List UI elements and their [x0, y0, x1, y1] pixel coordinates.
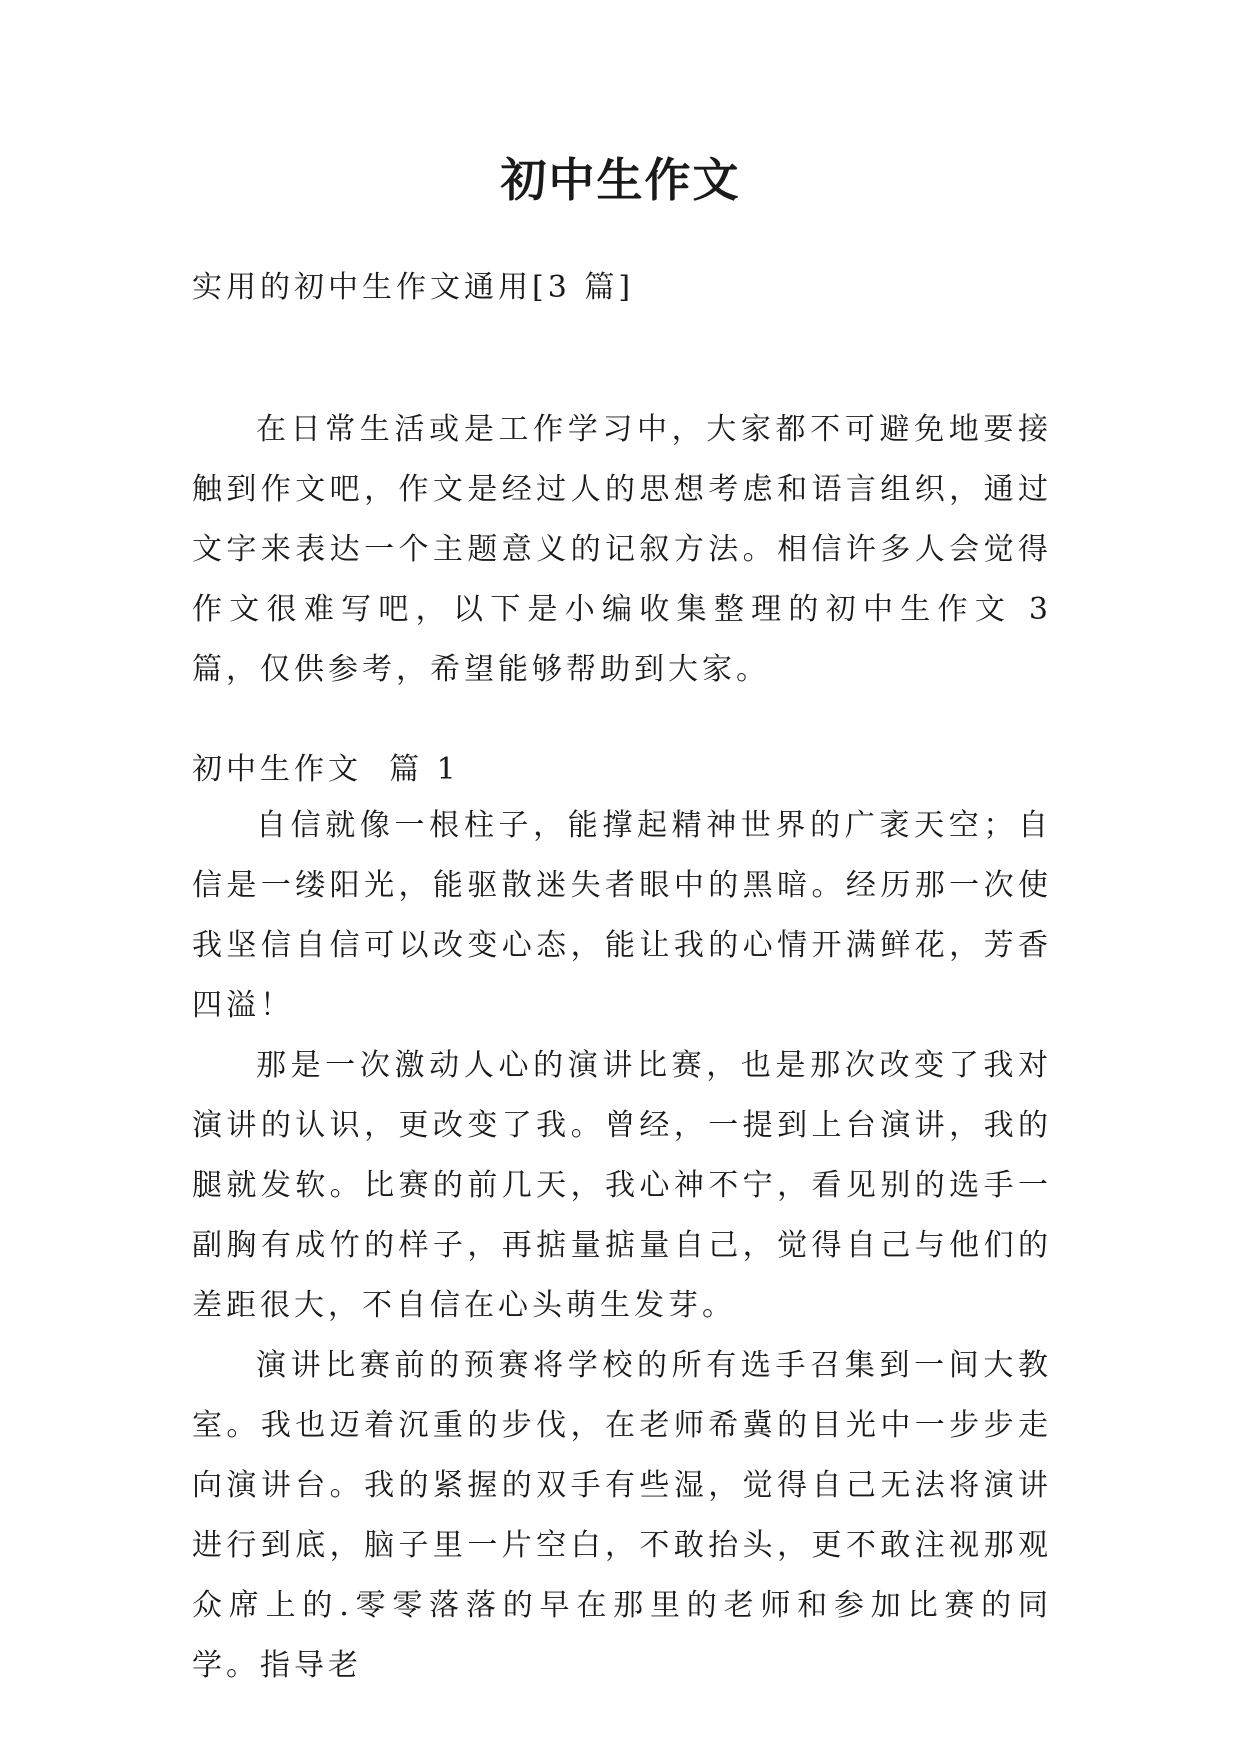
essay-paragraph: 自信就像一根柱子，能撑起精神世界的广袤天空；自信是一缕阳光，能驱散迷失者眼中的黑暗。经历那一次使我坚信自信可以改变心态，能让我的心情开满鲜花，芳香四溢！ [192, 808, 1052, 1023]
document-title: 初中生作文 [500, 153, 741, 207]
intro-paragraph: 在日常生活或是工作学习中，大家都不可避免地要接触到作文吧，作文是经过人的思想考虑和语言组织，通过文字来表达一个主题意义的记叙方法。相信许多人会觉得作文很难写吧，以下是小编收集整理的初中生作文 3 篇，仅供参考，希望能够帮助到大家。 [192, 412, 1052, 687]
essay-body [192, 796, 1052, 1696]
essay-paragraph: 演讲比赛前的预赛将学校的所有选手召集到一间大教室。我也迈着沉重的步伐，在老师希冀的目光中一步步走向演讲台。我的紧握的双手有些湿，觉得自己无法将演讲进行到底，脑子里一片空白，不敢抬头，更不敢注视那观众席上的.零零落落的早在那里的老师和参加比赛的同学。指导老 [192, 1348, 1052, 1683]
essay-paragraph: 那是一次激动人心的演讲比赛，也是那次改变了我对演讲的认识，更改变了我。曾经，一提到上台演讲，我的腿就发软。比赛的前几天，我心神不宁，看见别的选手一副胸有成竹的样子，再掂量掂量自己，觉得自己与他们的差距很大，不自信在心头萌生发芽。 [192, 1048, 1052, 1323]
document-subtitle: 实用的初中生作文通用[3 篇] [192, 270, 635, 305]
section-heading: 初中生作文 篇 1 [192, 752, 460, 787]
